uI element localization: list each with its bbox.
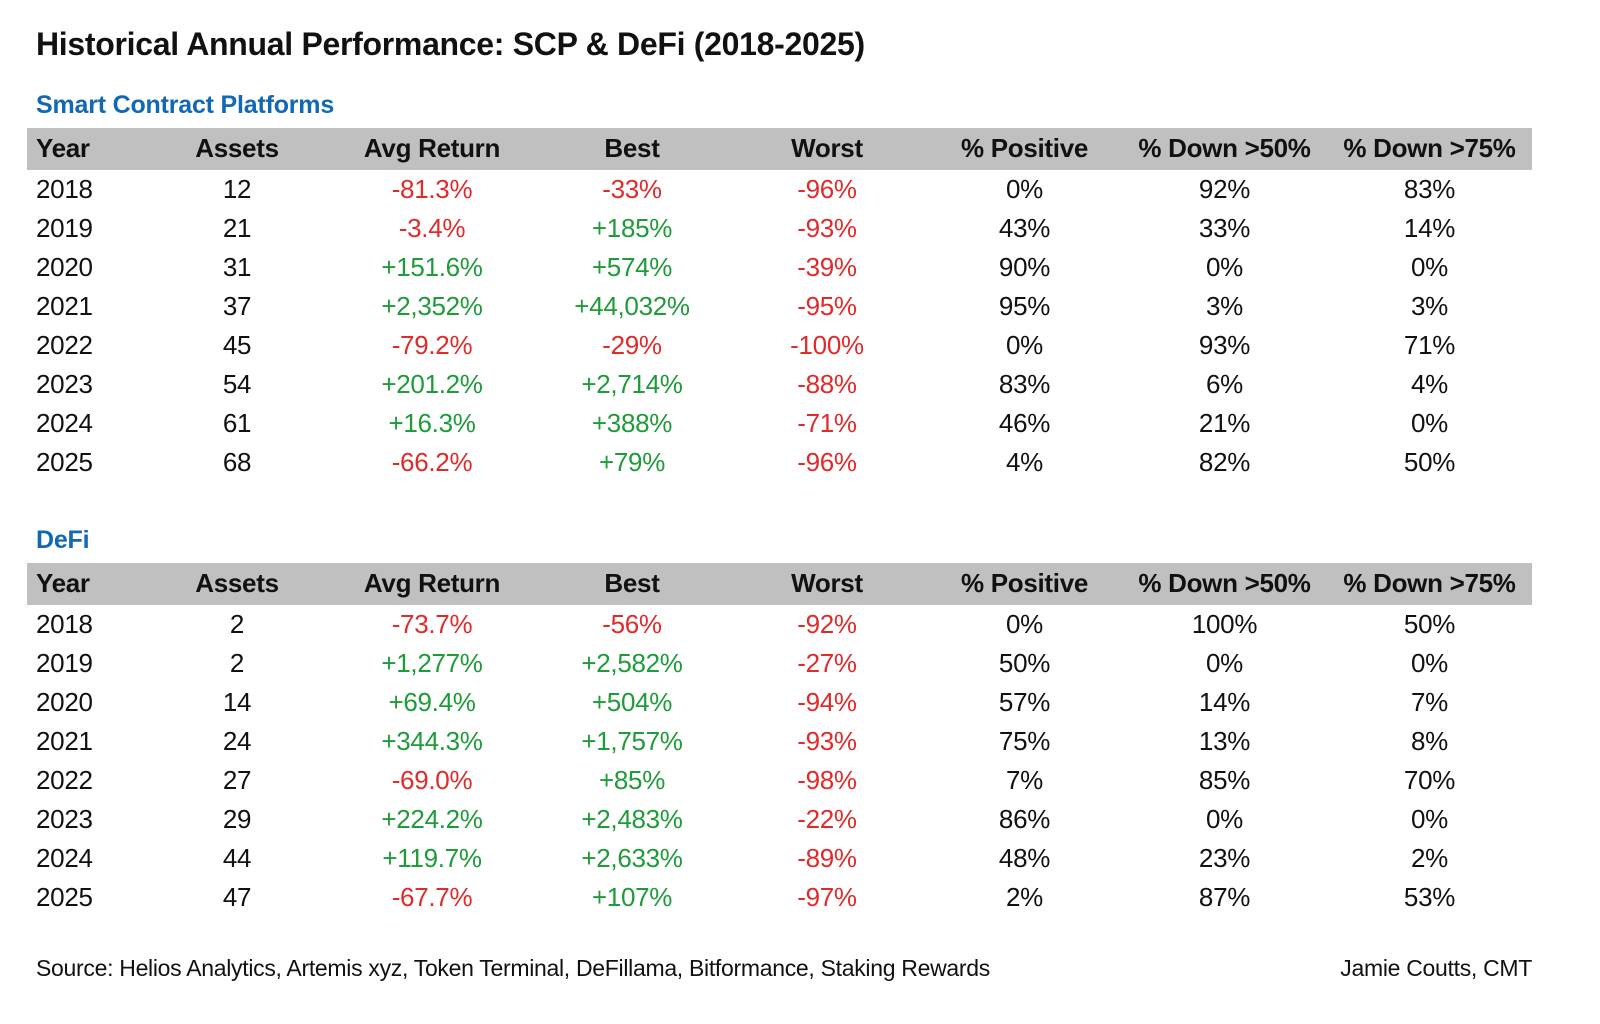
table-cell: -89%	[797, 843, 857, 873]
table-cell: 2%	[1411, 843, 1448, 873]
table-cell: 2021	[36, 726, 93, 756]
table-cell: -29%	[602, 330, 662, 360]
table-cell: -73.7%	[391, 609, 473, 639]
table-cell: 21	[222, 213, 252, 243]
table-cell: -66.2%	[391, 447, 473, 477]
table-cell: 92%	[1198, 174, 1251, 204]
table-cell: 2024	[36, 408, 93, 438]
table-cell: +574%	[591, 252, 673, 282]
table-cell: +69.4%	[388, 687, 476, 717]
table-cell: 2023	[36, 804, 93, 834]
table-cell: 71%	[1403, 330, 1456, 360]
table-cell: 0%	[1411, 252, 1448, 282]
table-cell: 75%	[998, 726, 1051, 756]
table-cell: 2022	[36, 330, 93, 360]
table-row	[27, 761, 1532, 800]
table-cell: 31	[222, 252, 252, 282]
table-cell: -33%	[602, 174, 662, 204]
table-cell: 50%	[1403, 447, 1456, 477]
table-cell: +1,277%	[381, 648, 483, 678]
table-cell: +151.6%	[381, 252, 483, 282]
table-cell: +1,757%	[581, 726, 683, 756]
table-cell: +185%	[591, 213, 673, 243]
table-cell: 21%	[1198, 408, 1251, 438]
table-cell: 2020	[36, 252, 93, 282]
section-defi	[27, 526, 1572, 917]
column-header: Worst	[727, 128, 927, 170]
table-row	[27, 326, 1532, 365]
table-cell: -67.7%	[391, 882, 473, 912]
table-cell: 82%	[1198, 447, 1251, 477]
table-cell: 2023	[36, 369, 93, 399]
table-row	[27, 443, 1532, 482]
table-cell: 83%	[998, 369, 1051, 399]
table-cell: -22%	[797, 804, 857, 834]
table-cell: 4%	[1411, 369, 1448, 399]
table-cell: -71%	[797, 408, 857, 438]
table-cell: +504%	[591, 687, 673, 717]
table-cell: 2018	[36, 609, 93, 639]
table-cell: 2	[229, 609, 245, 639]
column-header: % Positive	[927, 128, 1122, 170]
table-row	[27, 170, 1532, 209]
table-cell: 2025	[36, 882, 93, 912]
table-cell: 14%	[1403, 213, 1456, 243]
scp-performance-table	[27, 128, 1532, 482]
table-cell: 68	[222, 447, 252, 477]
column-header: Avg Return	[327, 563, 537, 605]
table-cell: 47	[222, 882, 252, 912]
table-row	[27, 248, 1532, 287]
table-cell: -96%	[797, 447, 857, 477]
table-cell: 100%	[1191, 609, 1258, 639]
table-cell: 2021	[36, 291, 93, 321]
table-cell: +107%	[591, 882, 673, 912]
table-cell: 2018	[36, 174, 93, 204]
table-cell: 46%	[998, 408, 1051, 438]
page-title: Historical Annual Performance: SCP & DeFi (2018-2025)	[36, 26, 865, 62]
table-cell: +119.7%	[382, 843, 482, 873]
table-cell: +2,483%	[581, 804, 683, 834]
table-cell: 2020	[36, 687, 93, 717]
column-header: % Down >75%	[1327, 128, 1532, 170]
table-row	[27, 839, 1532, 878]
table-cell: 7%	[1411, 687, 1448, 717]
table-cell: 50%	[998, 648, 1051, 678]
table-cell: -69.0%	[391, 765, 473, 795]
table-cell: 0%	[1006, 330, 1043, 360]
table-cell: 2022	[36, 765, 93, 795]
table-cell: 0%	[1006, 174, 1043, 204]
column-header: % Down >50%	[1122, 128, 1327, 170]
table-cell: -3.4%	[398, 213, 466, 243]
header-row	[27, 128, 1532, 170]
table-cell: 33%	[1198, 213, 1251, 243]
author-credit: Jamie Coutts, CMT	[1340, 955, 1532, 981]
table-cell: -81.3%	[391, 174, 473, 204]
table-row	[27, 722, 1532, 761]
table-cell: 12	[222, 174, 252, 204]
table-row	[27, 800, 1532, 839]
table-cell: -94%	[797, 687, 857, 717]
table-cell: 90%	[998, 252, 1051, 282]
table-cell: 27	[222, 765, 252, 795]
table-cell: 0%	[1206, 648, 1243, 678]
table-cell: +2,714%	[581, 369, 683, 399]
table-cell: 54	[222, 369, 252, 399]
table-cell: 8%	[1411, 726, 1448, 756]
table-cell: 61	[222, 408, 252, 438]
source-attribution: Source: Helios Analytics, Artemis xyz, Token Terminal, DeFillama, Bitformance, Staking Rewards	[36, 955, 990, 981]
column-header: Best	[537, 128, 727, 170]
table-cell: +388%	[591, 408, 673, 438]
table-cell: 93%	[1198, 330, 1251, 360]
table-cell: -27%	[797, 648, 857, 678]
table-cell: 13%	[1198, 726, 1251, 756]
table-cell: 57%	[998, 687, 1051, 717]
table-cell: -56%	[602, 609, 662, 639]
table-cell: -79.2%	[391, 330, 473, 360]
table-cell: 2019	[36, 213, 93, 243]
table-cell: -100%	[790, 330, 864, 360]
table-row	[27, 683, 1532, 722]
table-cell: 23%	[1198, 843, 1251, 873]
table-cell: 7%	[1006, 765, 1043, 795]
section-title-defi: DeFi	[36, 526, 90, 554]
table-cell: 87%	[1198, 882, 1251, 912]
column-header: Assets	[147, 128, 327, 170]
table-cell: 2024	[36, 843, 93, 873]
defi-performance-table	[27, 563, 1532, 917]
column-header: % Positive	[927, 563, 1122, 605]
table-cell: -88%	[797, 369, 857, 399]
table-cell: 43%	[998, 213, 1051, 243]
table-cell: 24	[222, 726, 252, 756]
column-header: % Down >75%	[1327, 563, 1532, 605]
table-cell: +85%	[598, 765, 666, 795]
table-cell: 0%	[1411, 408, 1448, 438]
table-cell: +2,633%	[581, 843, 683, 873]
table-cell: 70%	[1403, 765, 1456, 795]
table-row	[27, 365, 1532, 404]
table-row	[27, 404, 1532, 443]
table-cell: 44	[222, 843, 252, 873]
table-cell: 45	[222, 330, 252, 360]
table-cell: 2019	[36, 648, 93, 678]
table-cell: +2,582%	[581, 648, 683, 678]
column-header: Worst	[727, 563, 927, 605]
table-cell: +224.2%	[381, 804, 483, 834]
table-cell: -39%	[797, 252, 857, 282]
table-cell: 85%	[1198, 765, 1251, 795]
table-row	[27, 287, 1532, 326]
footer	[27, 955, 1532, 982]
table-cell: 3%	[1206, 291, 1243, 321]
table-row	[27, 209, 1532, 248]
table-cell: +344.3%	[381, 726, 483, 756]
table-cell: 53%	[1403, 882, 1456, 912]
column-header: Avg Return	[327, 128, 537, 170]
table-cell: +16.3%	[388, 408, 476, 438]
table-row	[27, 644, 1532, 683]
table-cell: +79%	[598, 447, 666, 477]
table-cell: 95%	[998, 291, 1051, 321]
header-row	[27, 563, 1532, 605]
column-header: Best	[537, 563, 727, 605]
table-cell: 14%	[1198, 687, 1251, 717]
table-cell: 0%	[1206, 804, 1243, 834]
table-cell: 50%	[1403, 609, 1456, 639]
table-cell: -95%	[797, 291, 857, 321]
table-cell: -93%	[797, 726, 857, 756]
table-cell: 0%	[1006, 609, 1043, 639]
table-cell: 6%	[1206, 369, 1243, 399]
table-cell: -92%	[797, 609, 857, 639]
table-cell: 2%	[1006, 882, 1043, 912]
column-header: % Down >50%	[1122, 563, 1327, 605]
table-cell: +2,352%	[381, 291, 483, 321]
table-cell: 29	[222, 804, 252, 834]
table-cell: -98%	[797, 765, 857, 795]
table-cell: +44,032%	[574, 291, 690, 321]
table-row	[27, 605, 1532, 644]
table-cell: 2025	[36, 447, 93, 477]
table-row	[27, 878, 1532, 917]
table-cell: -96%	[797, 174, 857, 204]
table-cell: -93%	[797, 213, 857, 243]
table-cell: 2	[229, 648, 245, 678]
section-title-scp: Smart Contract Platforms	[36, 91, 335, 119]
column-header: Year	[27, 128, 147, 170]
column-header: Year	[27, 563, 147, 605]
table-cell: 86%	[998, 804, 1051, 834]
table-cell: 0%	[1411, 804, 1448, 834]
table-cell: 37	[222, 291, 252, 321]
column-header: Assets	[147, 563, 327, 605]
table-cell: 83%	[1403, 174, 1456, 204]
table-cell: 0%	[1206, 252, 1243, 282]
table-cell: 0%	[1411, 648, 1448, 678]
section-smart-contract-platforms	[27, 91, 1572, 482]
table-cell: +201.2%	[381, 369, 483, 399]
table-cell: 3%	[1411, 291, 1448, 321]
table-cell: 48%	[998, 843, 1051, 873]
table-cell: 4%	[1006, 447, 1043, 477]
table-cell: 14	[222, 687, 252, 717]
table-cell: -97%	[797, 882, 857, 912]
